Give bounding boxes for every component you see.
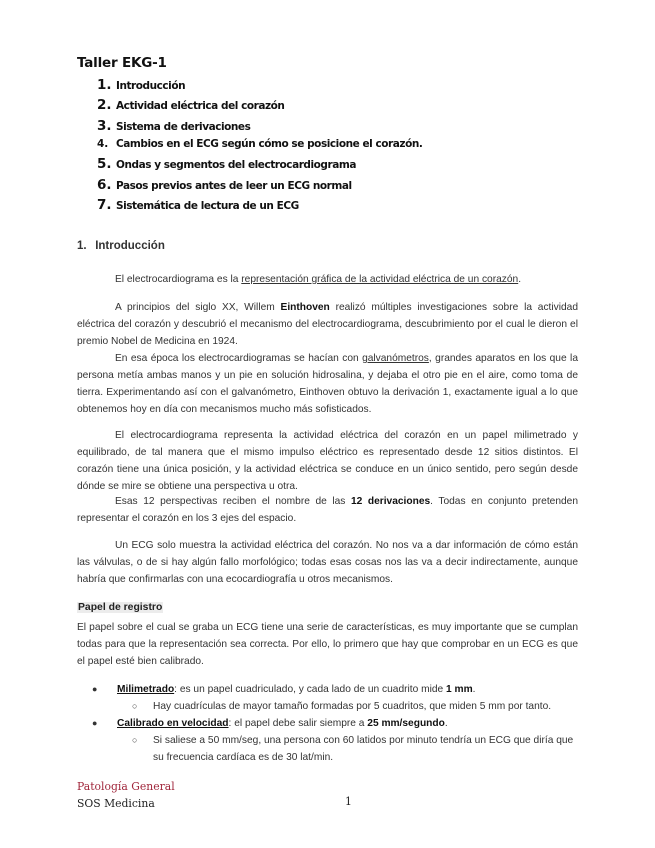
text-run: . Todas en conjunto pretenden representar el corazón en los 3 ejes del espacio. — [77, 496, 579, 524]
hollow-bullet-icon: ○ — [132, 735, 138, 745]
toc-label: Sistemática de lectura de un ECG — [116, 199, 299, 212]
text-run: . — [518, 274, 522, 285]
text-run: El electrocardiograma es la — [115, 274, 242, 285]
paragraph — [77, 350, 578, 418]
toc-number: 6. — [97, 176, 112, 193]
section-number: 1. — [77, 240, 87, 252]
sub-list-item — [92, 698, 578, 715]
toc-item — [97, 77, 537, 97]
toc-number: 4. — [97, 138, 109, 151]
bullet-list — [92, 681, 578, 766]
toc-item — [97, 156, 537, 176]
toc-label: Introducción — [116, 80, 186, 92]
bold-term: 1 mm — [446, 684, 473, 695]
text-run: Si saliese a 50 mm/seg, una persona con 60 latidos por minuto tendría un ECG que diría que su frecuencia cardíaca es de 30 lat/min. — [153, 735, 574, 763]
paragraph — [77, 299, 578, 350]
toc-item — [97, 97, 537, 117]
underlined-term: Calibrado en velocidad — [117, 718, 229, 729]
subsection-heading: Papel de registro — [78, 602, 163, 613]
toc-label: Cambios en el ECG según cómo se posicione el corazón. — [116, 138, 423, 151]
text-run: Hay cuadrículas de mayor tamaño formadas por 5 cuadritos, que miden 5 mm por tanto. — [153, 701, 552, 712]
text-run: El electrocardiograma representa la actividad eléctrica del corazón en un papel milimetrado y equilibrado, de tal manera que el mismo impulso eléctrico es representado desde 12 sitios distintos. El corazón tiene una única posición, y la actividad eléctrica se conduce en un único sentido, pero según desde dónde se mire se obtiene una perspectiva u otra. — [77, 430, 578, 492]
toc-item — [97, 177, 537, 197]
bullet-icon: ● — [92, 684, 98, 694]
paragraph — [77, 493, 578, 527]
table-of-contents — [97, 77, 537, 217]
bold-term: Einthoven — [280, 302, 330, 313]
text-run: A principios del siglo XX, Willem — [115, 302, 281, 313]
footer-course: Patología General — [77, 780, 175, 793]
underlined-term: Milimetrado — [117, 684, 175, 695]
footer-organization: SOS Medicina — [77, 797, 155, 810]
toc-number: 5. — [97, 156, 112, 173]
document-title: Taller EKG-1 — [77, 55, 167, 71]
toc-item — [97, 197, 537, 217]
list-item — [92, 681, 578, 698]
bold-term: 25 mm/segundo — [367, 718, 445, 729]
toc-number: 3. — [97, 117, 112, 134]
text-run: , grandes aparatos en los que la persona metía ambas manos y un pie en solución hidrosalina, y dejaba el otro pie en el aire, como toma de tierra. Experimentando así con el galvanómetro, Einthoven obtuvo la derivación 1, exactamente igual a lo que obtenemos hoy en día con mecanismos mucho más sofisticados. — [77, 353, 578, 415]
toc-item — [97, 138, 537, 156]
text-run: En esa época los electrocardiogramas se hacían con — [115, 353, 363, 364]
section-title: Introducción — [95, 240, 165, 252]
section-heading — [77, 240, 165, 252]
bullet-icon: ● — [92, 718, 98, 728]
toc-number: 1. — [97, 77, 112, 93]
text-run: : es un papel cuadriculado, y cada lado de un cuadrito mide — [174, 684, 447, 695]
bold-term: 12 derivaciones — [350, 496, 431, 507]
text-run: : el papel debe salir siempre a — [228, 718, 368, 729]
text-run: El papel sobre el cual se graba un ECG tiene una serie de características, es muy importante que se cumplan todas para que la representación sea correcta. Por ello, lo primero que hay que comprobar en un ECG es que el papel esté bien calibrado. — [77, 622, 578, 667]
text-run: . — [472, 684, 476, 695]
underlined-term: galvanómetros — [362, 353, 429, 364]
text-run: Esas 12 perspectivas reciben el nombre de las — [115, 496, 351, 507]
text-run: realizó múltiples investigaciones sobre la actividad eléctrica del corazón y descubrió el mecanismo del electrocardiograma, descubrimiento por el cual le dieron el premio Nobel de Medicina en 1924. — [77, 302, 578, 347]
paragraph — [77, 271, 578, 288]
toc-number: 7. — [97, 196, 112, 213]
text-run: . — [444, 718, 448, 729]
toc-label: Pasos previos antes de leer un ECG normal — [116, 179, 352, 192]
toc-label: Sistema de derivaciones — [116, 120, 251, 133]
underlined-term: representación gráfica de la actividad eléctrica de un corazón — [241, 274, 519, 285]
toc-label: Actividad eléctrica del corazón — [116, 100, 285, 113]
paragraph — [77, 537, 578, 588]
paragraph — [77, 619, 578, 670]
paragraph — [77, 427, 578, 495]
toc-number: 2. — [97, 97, 112, 114]
text-run: Un ECG solo muestra la actividad eléctrica del corazón. No nos va a dar información de cómo están las válvulas, o de si hay algún fallo morfológico; todas esas cosas nos las va a decir indirectamente, aunque habría que confirmarlas con una ecocardiografía u otros mecanismos. — [77, 540, 578, 585]
list-item — [92, 715, 578, 732]
toc-label: Ondas y segmentos del electrocardiograma — [116, 159, 356, 172]
hollow-bullet-icon: ○ — [132, 701, 138, 711]
toc-item — [97, 118, 537, 138]
footer — [77, 778, 175, 812]
page-number: 1 — [345, 795, 352, 808]
sub-list-item — [92, 732, 578, 766]
